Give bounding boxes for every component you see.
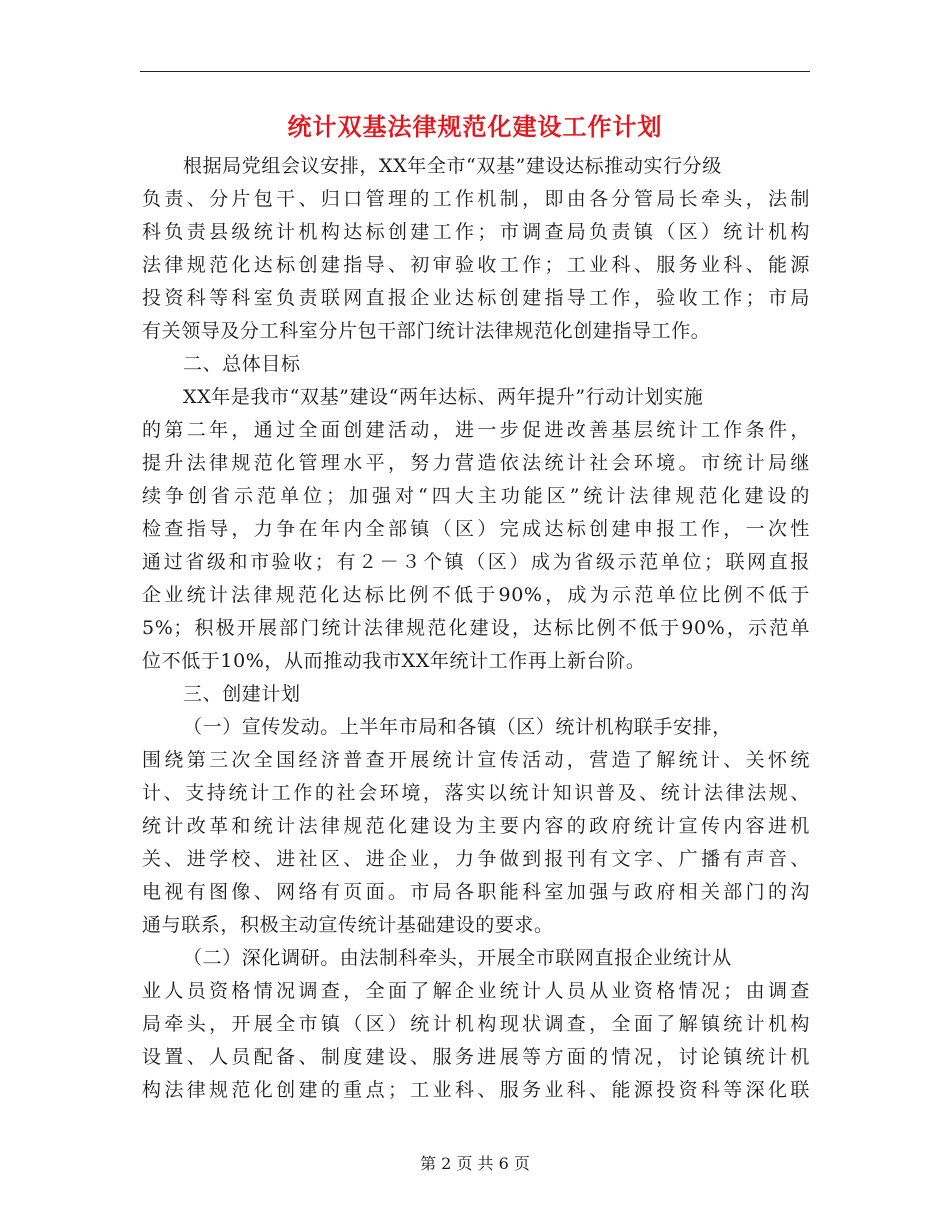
paragraph-line: 科负责县级统计机构达标创建工作；市调查局负责镇（区）统计机构 xyxy=(142,221,810,243)
paragraph-line: 构法律规范化创建的重点；工业科、服务业科、能源投资科等深化联 xyxy=(142,1079,810,1101)
paragraph-line: 通过省级和市验收；有２－３个镇（区）成为省级示范单位；联网直报 xyxy=(142,551,810,573)
paragraph-line: 位不低于10%，从而推动我市XX年统计工作再上新台阶。 xyxy=(142,650,646,672)
paragraph-line: 检查指导，力争在年内全部镇（区）完成达标创建申报工作，一次性 xyxy=(142,518,810,540)
paragraph-line: 企业统计法律规范化达标比例不低于90%，成为示范单位比例不低于 xyxy=(142,584,810,606)
paragraph-line: 关、进学校、进社区、进企业，力争做到报刊有文字、广播有声音、 xyxy=(142,848,810,870)
paragraph-line: （一）宣传发动。上半年市局和各镇（区）统计机构联手安排， xyxy=(183,716,732,738)
paragraph-line: （二）深化调研。由法制科牵头，开展全市联网直报企业统计从 xyxy=(183,947,732,969)
page-number-footer: 第 2 页 共 6 页 xyxy=(420,1154,530,1173)
paragraph-line: 投资科等科室负责联网直报企业达标创建指导工作，验收工作；市局 xyxy=(142,287,810,309)
paragraph-line: 根据局党组会议安排，XX年全市“双基”建设达标推动实行分级 xyxy=(183,155,722,177)
paragraph-line: 5%；积极开展部门统计法律规范化建设，达标比例不低于90%，示范单 xyxy=(142,617,810,639)
paragraph-line: 统计改革和统计法律规范化建设为主要内容的政府统计宣传内容进机 xyxy=(142,815,810,837)
paragraph-line: 业人员资格情况调查，全面了解企业统计人员从业资格情况；由调查 xyxy=(142,980,810,1002)
header-rule xyxy=(140,71,810,72)
paragraph-line: 围绕第三次全国经济普查开展统计宣传活动，营造了解统计、关怀统 xyxy=(142,749,810,771)
paragraph-line: 续争创省示范单位；加强对“四大主功能区”统计法律规范化建设的 xyxy=(142,485,810,507)
document-body xyxy=(142,150,810,1107)
paragraph-line: 电视有图像、网络有页面。市局各职能科室加强与政府相关部门的沟 xyxy=(142,881,810,903)
paragraph-line: 法律规范化达标创建指导、初审验收工作；工业科、服务业科、能源 xyxy=(142,254,810,276)
paragraph-line: 计、支持统计工作的社会环境，落实以统计知识普及、统计法律法规、 xyxy=(142,782,810,804)
document-title: 统计双基法律规范化建设工作计划 xyxy=(287,112,663,141)
paragraph-line: XX年是我市“双基”建设“两年达标、两年提升”行动计划实施 xyxy=(183,386,704,408)
paragraph-line: 负责、分片包干、归口管理的工作机制，即由各分管局长牵头，法制 xyxy=(142,188,810,210)
paragraph-line: 设置、人员配备、制度建设、服务进展等方面的情况，讨论镇统计机 xyxy=(142,1046,810,1068)
paragraph-line: 有关领导及分工科室分片包干部门统计法律规范化创建指导工作。 xyxy=(142,320,711,342)
section-heading: 三、创建计划 xyxy=(183,683,301,705)
paragraph-line: 通与联系，积极主动宣传统计基础建设的要求。 xyxy=(142,914,554,936)
paragraph-line: 的第二年，通过全面创建活动，进一步促进改善基层统计工作条件， xyxy=(142,419,810,441)
section-heading: 二、总体目标 xyxy=(183,353,301,375)
paragraph-line: 提升法律规范化管理水平，努力营造依法统计社会环境。市统计局继 xyxy=(142,452,810,474)
paragraph-line: 局牵头，开展全市镇（区）统计机构现状调查，全面了解镇统计机构 xyxy=(142,1013,810,1035)
